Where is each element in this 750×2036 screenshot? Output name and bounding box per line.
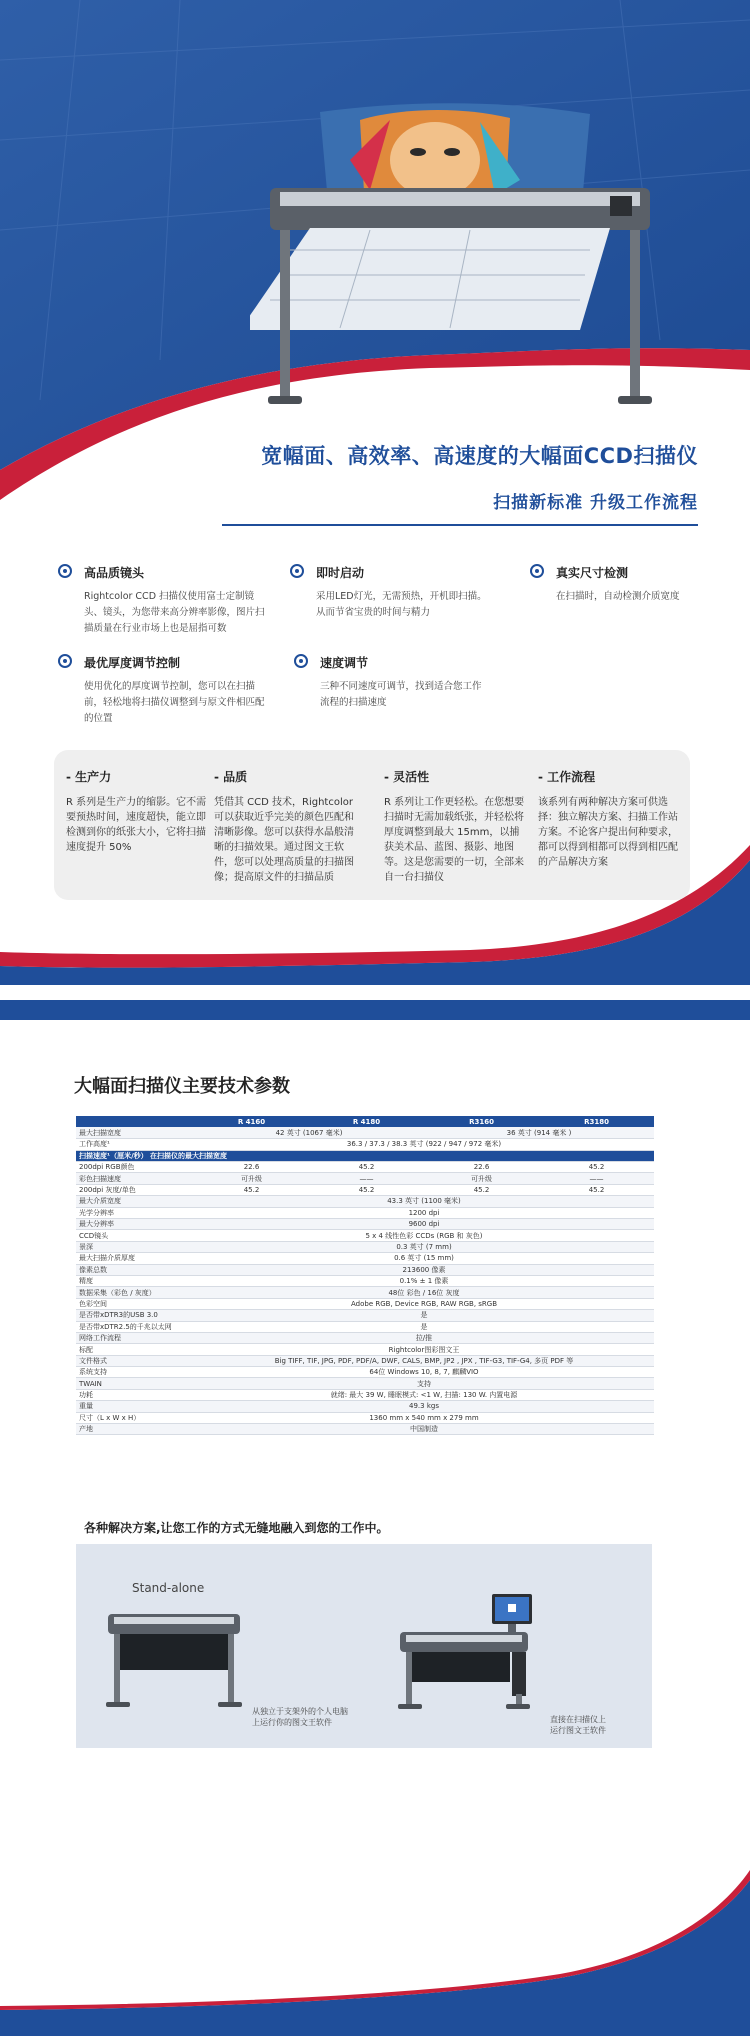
spec-value: Big TIFF, TIF, JPG, PDF, PDF/A, DWF, CALS, BMP, JP2 , JPX , TIF-G3, TIF-G4, 多页 PDF 等 — [194, 1355, 654, 1366]
table-row — [76, 1332, 654, 1343]
spec-value: Adobe RGB, Device RGB, RAW RGB, sRGB — [194, 1298, 654, 1309]
specs-table — [76, 1116, 654, 1435]
spec-label: 200dpi RGB颜色 — [76, 1162, 194, 1173]
spec-value: 22.6 — [194, 1162, 309, 1173]
spec-label: 尺寸（L x W x H） — [76, 1412, 194, 1423]
hero-headline — [261, 440, 698, 513]
spec-label: 最大扫描宽度 — [76, 1127, 194, 1138]
spec-value: 36 英寸 (914 毫米 ) — [424, 1127, 654, 1138]
speed-icon — [294, 654, 308, 668]
spec-label: 功耗 — [76, 1389, 194, 1400]
spec-value: 45.2 — [309, 1162, 424, 1173]
spec-value: Rightcolor图彩图文王 — [194, 1344, 654, 1355]
spec-value: 中国制造 — [194, 1424, 654, 1435]
spec-label: 最大分辨率 — [76, 1219, 194, 1230]
table-row — [76, 1162, 654, 1173]
spec-label: 数据采集（彩色 / 灰度） — [76, 1287, 194, 1298]
spec-label: 像素总数 — [76, 1264, 194, 1275]
table-row — [76, 1139, 654, 1150]
table-row — [76, 1219, 654, 1230]
table-header-row — [76, 1116, 654, 1127]
spec-value: 49.3 kgs — [194, 1401, 654, 1412]
spec-label: 网络工作流程 — [76, 1332, 194, 1343]
spec-label: 最大介质宽度 — [76, 1196, 194, 1207]
workstation-scanner-image — [396, 1590, 542, 1712]
solutions-title: 各种解决方案,让您工作的方式无缝地融入到您的工作中。 — [84, 1521, 389, 1535]
column-body: 凭借其 CCD 技术，Rightcolor 可以获取近乎完美的颜色匹配和清晰影像。您可以获得水晶般清晰的扫描效果。通过图文王软件，您可以处理高质量的扫描图像；提高原文件的扫描品质 — [214, 797, 354, 883]
spec-label: CCD镜头 — [76, 1230, 194, 1241]
table-row — [76, 1389, 654, 1400]
model-header: R3160 — [424, 1116, 539, 1127]
spec-value: 36.3 / 37.3 / 38.3 英寸 (922 / 947 / 972 毫米) — [194, 1139, 654, 1150]
spec-value: 45.2 — [194, 1184, 309, 1195]
spec-label: 产地 — [76, 1424, 194, 1435]
power-icon — [290, 564, 304, 578]
table-row — [76, 1253, 654, 1264]
spec-label: 是否带xDTR2.5的千兆以太网 — [76, 1321, 194, 1332]
table-row — [76, 1355, 654, 1366]
column-body: 该系列有两种解决方案可供选择：独立解决方案、扫描工作站方案。不论客户提出何种要求，都可以得到相都可以得到相匹配的产品解决方案 — [538, 797, 678, 868]
table-row — [76, 1310, 654, 1321]
specs-title: 大幅面扫描仪主要技术参数 — [74, 1076, 290, 1097]
table-row — [76, 1424, 654, 1435]
table-row — [76, 1127, 654, 1138]
page-subtitle: 扫描新标准 升级工作流程 — [493, 493, 698, 513]
spec-value: 0.3 英寸 (7 mm) — [194, 1241, 654, 1252]
feature-desc: Rightcolor CCD 扫描仪使用富士定制镜头、镜头，为您带来高分辨率影像，图片扫描质量在行业市场上也是屈指可数 — [84, 591, 265, 634]
model-header: R3180 — [539, 1116, 654, 1127]
workstation-caption: 直接在扫描仪上 运行图文王软件 — [550, 1715, 606, 1735]
spec-value: 48位 彩色 / 16位 灰度 — [194, 1287, 654, 1298]
table-row — [76, 1321, 654, 1332]
spec-label: 景深 — [76, 1241, 194, 1252]
spec-label: 色彩空间 — [76, 1298, 194, 1309]
spec-value: 是 — [194, 1321, 654, 1332]
spec-value: 支持 — [194, 1378, 654, 1389]
column-title: - 品质 — [214, 770, 248, 784]
table-row — [76, 1230, 654, 1241]
spec-value: 64位 Windows 10, 8, 7, 麒麟VIO — [194, 1367, 654, 1378]
column-title: - 工作流程 — [538, 770, 596, 784]
table-row — [76, 1173, 654, 1184]
spec-label: TWAIN — [76, 1378, 194, 1389]
feature-lens — [58, 564, 268, 637]
spec-label: 光学分辨率 — [76, 1207, 194, 1218]
table-row — [76, 1275, 654, 1286]
spec-label: 重量 — [76, 1401, 194, 1412]
column-body: R 系列是生产力的缩影。它不需要预热时间，速度超快，能立即检测到你的纸张大小，它将扫描速度提升 50% — [66, 797, 207, 853]
spec-value: 5 x 4 线性色彩 CCDs (RGB 和 灰色) — [194, 1230, 654, 1241]
table-row — [76, 1241, 654, 1252]
table-row — [76, 1378, 654, 1389]
table-row — [76, 1264, 654, 1275]
spec-label: 工作高度¹ — [76, 1139, 194, 1150]
column-title: - 灵活性 — [384, 770, 430, 784]
spec-value: 45.2 — [539, 1184, 654, 1195]
table-row — [76, 1196, 654, 1207]
table-row — [76, 1412, 654, 1423]
column-quality — [214, 768, 359, 885]
spec-label: 精度 — [76, 1275, 194, 1286]
table-cell — [76, 1116, 194, 1127]
spec-value: 45.2 — [424, 1184, 539, 1195]
section-label: 扫描速度¹（厘米/秒） 在扫描仪的最大扫描宽度 — [76, 1150, 654, 1161]
spec-value: 1360 mm x 540 mm x 279 mm — [194, 1412, 654, 1423]
spec-value: 可升级 — [194, 1173, 309, 1184]
spec-value: 45.2 — [309, 1184, 424, 1195]
scanner-illustration — [250, 100, 670, 420]
feature-size-detection — [530, 564, 720, 605]
standalone-label: Stand-alone — [132, 1581, 205, 1595]
feature-title: 真实尺寸检测 — [556, 566, 629, 580]
column-body: R 系列让工作更轻松。在您想要扫描时无需加载纸张，并轻松将厚度调整到最大 15mm，以捕获美术品、蓝图、摄影、地图等。这是您需要的一切，全部来自一台扫描仪 — [384, 797, 525, 883]
thickness-icon — [58, 654, 72, 668]
table-row — [76, 1367, 654, 1378]
column-title: - 生产力 — [66, 770, 112, 784]
spec-value: 42 英寸 (1067 毫米) — [194, 1127, 424, 1138]
feature-desc: 三种不同速度可调节，找到适合您工作流程的扫描速度 — [320, 681, 482, 708]
model-header: R 4180 — [309, 1116, 424, 1127]
spec-label: 200dpi 灰度/单色 — [76, 1184, 194, 1195]
feature-instant-start — [290, 564, 490, 621]
model-header: R 4160 — [194, 1116, 309, 1127]
measure-icon — [530, 564, 544, 578]
table-row — [76, 1207, 654, 1218]
feature-title: 即时启动 — [316, 566, 365, 580]
headline-divider — [222, 524, 698, 526]
spec-value: 0.1% ± 1 像素 — [194, 1275, 654, 1286]
column-productivity — [66, 768, 211, 855]
spec-value: 是 — [194, 1310, 654, 1321]
feature-desc: 采用LED灯光，无需预热，开机即扫描。从而节省宝贵的时间与精力 — [316, 591, 487, 618]
footer-wave — [0, 1860, 750, 2036]
spec-value: 可升级 — [424, 1173, 539, 1184]
lens-icon — [58, 564, 72, 578]
table-row — [76, 1298, 654, 1309]
column-flexibility — [384, 768, 529, 885]
standalone-caption: 从独立于支架外的个人电脑 上运行你的图文王软件 — [252, 1707, 348, 1727]
column-workflow — [538, 768, 683, 870]
feature-speed — [294, 654, 490, 711]
feature-title: 高品质镜头 — [84, 566, 145, 580]
standalone-scanner-image — [104, 1608, 244, 1710]
spec-value: —— — [309, 1173, 424, 1184]
spec-value: 9600 dpi — [194, 1219, 654, 1230]
spec-label: 是否带xDTR3的USB 3.0 — [76, 1310, 194, 1321]
spec-label: 最大扫描介质厚度 — [76, 1253, 194, 1264]
table-row — [76, 1344, 654, 1355]
spec-value: 213600 像素 — [194, 1264, 654, 1275]
spec-label: 文件格式 — [76, 1355, 194, 1366]
spec-value: 45.2 — [539, 1162, 654, 1173]
spec-value: 0.6 英寸 (15 mm) — [194, 1253, 654, 1264]
spec-label: 标配 — [76, 1344, 194, 1355]
page-title: 宽幅面、高效率、高速度的大幅面CCD扫描仪 — [261, 444, 698, 468]
table-row — [76, 1184, 654, 1195]
spec-value: 1200 dpi — [194, 1207, 654, 1218]
spec-value: —— — [539, 1173, 654, 1184]
table-section-row — [76, 1150, 654, 1161]
feature-desc: 在扫描时，自动检测介质宽度 — [556, 591, 680, 602]
feature-title: 最优厚度调节控制 — [84, 656, 181, 670]
spec-value: 43.3 英寸 (1100 毫米) — [194, 1196, 654, 1207]
spec-label: 系统支持 — [76, 1367, 194, 1378]
spec-value: 22.6 — [424, 1162, 539, 1173]
spec-label: 彩色扫描速度 — [76, 1173, 194, 1184]
spec-value: 就绪: 最大 39 W, 睡眠模式: <1 W, 扫描: 130 W. 内置电源 — [194, 1389, 654, 1400]
feature-title: 速度调节 — [320, 656, 369, 670]
feature-thickness — [58, 654, 268, 727]
table-row — [76, 1401, 654, 1412]
spec-value: 拉/推 — [194, 1332, 654, 1343]
table-row — [76, 1287, 654, 1298]
feature-desc: 使用优化的厚度调节控制，您可以在扫描前，轻松地将扫描仪调整到与原文件相匹配的位置 — [84, 681, 265, 724]
